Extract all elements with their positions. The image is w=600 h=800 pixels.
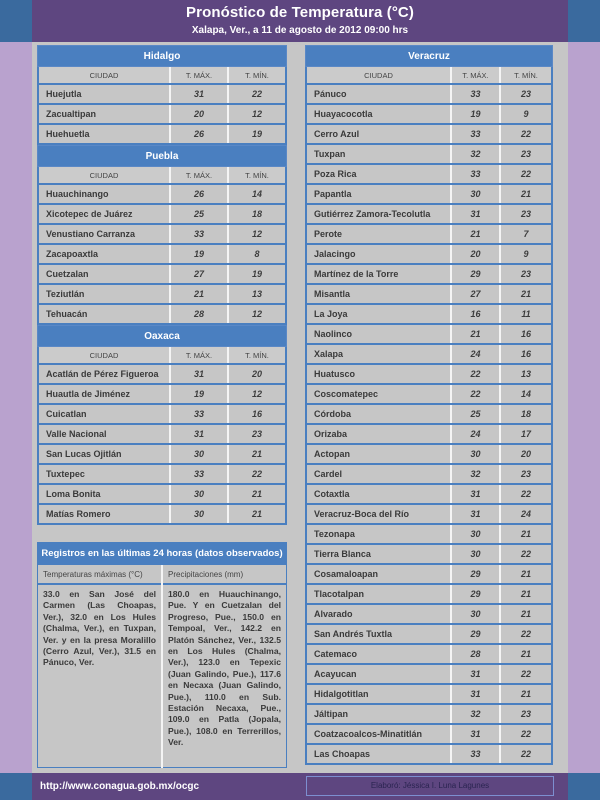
table-row (305, 465, 553, 485)
min-temp-value: 22 (251, 469, 262, 479)
max-temp-value: 31 (171, 365, 229, 383)
table-row (305, 725, 553, 745)
state-header-oaxaca: Oaxaca (37, 325, 287, 347)
right-border-top-accent (568, 0, 600, 42)
left-border-top-accent (0, 0, 32, 42)
min-temp-value: 7 (523, 229, 529, 239)
max-temp-value: 27 (171, 265, 229, 283)
max-temp-value: 30 (452, 545, 501, 563)
table-row (37, 465, 287, 485)
city-name: Cardel (307, 465, 452, 483)
city-name: Tehuacán (39, 305, 171, 323)
veracruz-table (305, 45, 553, 765)
max-temp-value: 31 (452, 685, 501, 703)
table-row (305, 285, 553, 305)
table-row (37, 285, 287, 305)
max-temp-value: 31 (452, 205, 501, 223)
city-name: Tuxpan (307, 145, 452, 163)
column-header-tmax: T. MÁX. (171, 67, 229, 83)
table-row (305, 205, 553, 225)
city-name: Poza Rica (307, 165, 452, 183)
city-name: Tuxtepec (39, 465, 171, 483)
table-row (37, 125, 287, 145)
city-name: Papantla (307, 185, 452, 203)
max-temp-value: 33 (171, 465, 229, 483)
max-temp-value: 30 (171, 485, 229, 503)
max-temp-value: 21 (452, 225, 501, 243)
max-temp-value: 32 (452, 705, 501, 723)
min-temp-value: 21 (520, 689, 531, 699)
table-row (305, 745, 553, 765)
max-temp-value: 16 (452, 305, 501, 323)
max-temp-value: 31 (452, 485, 501, 503)
max-temp-value: 29 (452, 585, 501, 603)
min-temp-value: 19 (251, 129, 262, 139)
max-temp-value: 33 (452, 745, 501, 763)
city-name: Tierra Blanca (307, 545, 452, 563)
column-header-row (37, 347, 287, 365)
column-header-city: CIUDAD (39, 67, 171, 83)
column-header-row (305, 67, 553, 85)
table-row (37, 385, 287, 405)
table-row (305, 245, 553, 265)
min-temp-value: 23 (520, 209, 531, 219)
table-row (37, 505, 287, 525)
table-row (305, 625, 553, 645)
min-temp-value: 21 (520, 649, 531, 659)
min-temp-value: 22 (520, 129, 531, 139)
min-temp-value: 8 (254, 249, 260, 259)
left-tables (37, 45, 287, 525)
table-row (305, 405, 553, 425)
min-temp-value: 23 (520, 469, 531, 479)
min-temp-value: 21 (520, 189, 531, 199)
table-row (305, 165, 553, 185)
max-temp-value: 33 (452, 125, 501, 143)
table-row (305, 585, 553, 605)
city-name: Actopan (307, 445, 452, 463)
table-row (305, 685, 553, 705)
city-name: Xicotepec de Juárez (39, 205, 171, 223)
min-temp-value: 13 (251, 289, 262, 299)
table-row (305, 605, 553, 625)
records-title: Registros en las últimas 24 horas (datos observados) (38, 543, 286, 565)
city-name: Alvarado (307, 605, 452, 623)
min-temp-value: 22 (520, 669, 531, 679)
city-name: Cerro Azul (307, 125, 452, 143)
city-name: Jalacingo (307, 245, 452, 263)
min-temp-value: 16 (251, 409, 262, 419)
table-row (305, 305, 553, 325)
max-temp-column (38, 565, 161, 768)
city-name: Córdoba (307, 405, 452, 423)
min-temp-value: 9 (523, 109, 529, 119)
column-header-city: CIUDAD (307, 67, 452, 83)
min-temp-value: 22 (520, 629, 531, 639)
max-temp-value: 30 (171, 445, 229, 463)
min-temp-value: 23 (520, 89, 531, 99)
city-name: Jáltipan (307, 705, 452, 723)
city-name: Zacapoaxtla (39, 245, 171, 263)
max-temp-value: 33 (452, 85, 501, 103)
table-row (37, 445, 287, 465)
city-name: Huayacocotla (307, 105, 452, 123)
table-row (37, 365, 287, 385)
city-name: Cotaxtla (307, 485, 452, 503)
city-name: Naolinco (307, 325, 452, 343)
table-row (305, 545, 553, 565)
city-name: San Lucas Ojitlán (39, 445, 171, 463)
min-temp-value: 22 (520, 549, 531, 559)
city-name: Cuetzalan (39, 265, 171, 283)
min-temp-value: 9 (523, 249, 529, 259)
min-temp-value: 21 (520, 529, 531, 539)
column-header-row (37, 67, 287, 85)
max-temp-value: 26 (171, 185, 229, 203)
precip-text: 180.0 en Huauchinango, Pue. Y en Cuetzalan del Progreso, Pue., 150.0 en Tempoal, Ver., 142.2 en Platón Sánchez, Ver., 132.5 en Los Hules (Chalma, Ver.), 123.0 en Tepexic (Juan Galindo, Pue.), 117.6 en Necaxa (Juan Galindo, Pue.), 110.0 en Sub. Estación Necaxa, Pue., 109.0 en Patla (Jopala, Pue.), 108.0 en Terrerillos, Ver. (168, 589, 281, 748)
max-temp-label: Temperaturas máximas (°C) (38, 565, 161, 585)
max-temp-value: 29 (452, 565, 501, 583)
table-row (305, 425, 553, 445)
table-row (305, 485, 553, 505)
max-temp-value: 25 (171, 205, 229, 223)
city-name: Hidalgotitlan (307, 685, 452, 703)
max-temp-value: 27 (452, 285, 501, 303)
table-row (37, 105, 287, 125)
city-name: Coatzacoalcos-Minatitlán (307, 725, 452, 743)
precip-label: Precipitaciones (mm) (163, 565, 286, 585)
city-name: Coscomatepec (307, 385, 452, 403)
max-temp-value: 20 (452, 245, 501, 263)
max-temp-value: 21 (171, 285, 229, 303)
column-header-city: CIUDAD (39, 167, 171, 183)
max-temp-value: 30 (171, 505, 229, 523)
min-temp-value: 13 (520, 369, 531, 379)
table-row (37, 425, 287, 445)
min-temp-value: 21 (520, 589, 531, 599)
max-temp-value: 31 (452, 665, 501, 683)
min-temp-value: 21 (520, 609, 531, 619)
content-area (32, 42, 568, 773)
min-temp-value: 12 (251, 389, 262, 399)
table-row (305, 565, 553, 585)
city-name: Huehuetla (39, 125, 171, 143)
city-name: Teziutlán (39, 285, 171, 303)
min-temp-value: 21 (520, 569, 531, 579)
table-row (305, 385, 553, 405)
table-row (37, 485, 287, 505)
city-name: Cuicatlan (39, 405, 171, 423)
min-temp-value: 16 (520, 329, 531, 339)
min-temp-value: 21 (251, 449, 262, 459)
max-temp-value: 31 (171, 425, 229, 443)
column-header-row (37, 167, 287, 185)
city-name: Las Choapas (307, 745, 452, 763)
city-name: Matías Romero (39, 505, 171, 523)
author-credit: Elaboró: Jéssica I. Luna Lagunes (306, 776, 554, 796)
min-temp-value: 14 (520, 389, 531, 399)
max-temp-value: 28 (452, 645, 501, 663)
city-name: Acatlán de Pérez Figueroa (39, 365, 171, 383)
max-temp-value: 19 (452, 105, 501, 123)
precip-column (161, 565, 286, 768)
max-temp-value: 33 (171, 225, 229, 243)
city-name: Acayucan (307, 665, 452, 683)
state-header-puebla: Puebla (37, 145, 287, 167)
min-temp-value: 12 (251, 309, 262, 319)
city-name: Catemaco (307, 645, 452, 663)
max-temp-value: 24 (452, 425, 501, 443)
max-temp-value: 33 (452, 165, 501, 183)
max-temp-value: 31 (452, 505, 501, 523)
table-row (305, 325, 553, 345)
city-name: Tezonapa (307, 525, 452, 543)
city-name: Misantla (307, 285, 452, 303)
max-temp-value: 20 (171, 105, 229, 123)
city-name: Huatusco (307, 365, 452, 383)
min-temp-value: 20 (520, 449, 531, 459)
max-temp-value: 33 (171, 405, 229, 423)
min-temp-value: 23 (520, 269, 531, 279)
max-temp-value: 30 (452, 185, 501, 203)
max-temp-text: 33.0 en San José del Carmen (Las Choapas, Ver.), 32.0 en Los Hules (Chalma, Ver.), en Tuxpan, Ver. y en la presa Moralillo (Cerro Azul, Ver.), 31.5 en Pánuco, Ver. (43, 589, 156, 668)
table-row (37, 225, 287, 245)
table-row (305, 445, 553, 465)
max-temp-value: 22 (452, 385, 501, 403)
city-name: Huauchinango (39, 185, 171, 203)
table-row (37, 185, 287, 205)
table-row (305, 525, 553, 545)
city-name: Perote (307, 225, 452, 243)
table-row (37, 305, 287, 325)
min-temp-value: 20 (251, 369, 262, 379)
city-name: Huejutla (39, 85, 171, 103)
max-temp-value: 24 (452, 345, 501, 363)
min-temp-value: 14 (251, 189, 262, 199)
city-name: San Andrés Tuxtla (307, 625, 452, 643)
max-temp-value: 32 (452, 465, 501, 483)
max-temp-value: 29 (452, 625, 501, 643)
max-temp-value: 26 (171, 125, 229, 143)
table-row (305, 365, 553, 385)
table-row (37, 405, 287, 425)
table-row (305, 645, 553, 665)
min-temp-value: 21 (251, 489, 262, 499)
column-header-tmin: T. MÍN. (245, 170, 269, 180)
min-temp-value: 23 (520, 149, 531, 159)
min-temp-value: 24 (520, 509, 531, 519)
min-temp-value: 22 (520, 729, 531, 739)
table-row (305, 665, 553, 685)
table-row (37, 265, 287, 285)
page-header (32, 0, 568, 42)
max-temp-value: 19 (171, 245, 229, 263)
city-name: Pánuco (307, 85, 452, 103)
city-name: Veracruz-Boca del Río (307, 505, 452, 523)
state-header-hidalgo: Hidalgo (37, 45, 287, 67)
table-row (305, 185, 553, 205)
min-temp-value: 22 (251, 89, 262, 99)
table-row (305, 145, 553, 165)
city-name: Loma Bonita (39, 485, 171, 503)
column-header-tmax: T. MÁX. (171, 167, 229, 183)
column-header-city: CIUDAD (39, 347, 171, 363)
min-temp-value: 18 (520, 409, 531, 419)
table-row (305, 105, 553, 125)
min-temp-value: 16 (520, 349, 531, 359)
table-row (305, 265, 553, 285)
city-name: Martínez de la Torre (307, 265, 452, 283)
max-temp-value: 30 (452, 445, 501, 463)
city-name: Valle Nacional (39, 425, 171, 443)
observed-records-panel (37, 542, 287, 768)
max-temp-value: 25 (452, 405, 501, 423)
min-temp-value: 18 (251, 209, 262, 219)
table-row (305, 505, 553, 525)
max-temp-value: 31 (171, 85, 229, 103)
state-header-veracruz: Veracruz (305, 45, 553, 67)
max-temp-value: 32 (452, 145, 501, 163)
min-temp-value: 12 (251, 229, 262, 239)
table-row (37, 245, 287, 265)
left-border (0, 0, 32, 800)
left-border-bottom-accent (0, 773, 32, 800)
max-temp-value: 21 (452, 325, 501, 343)
column-header-tmin: T. MÍN. (245, 70, 269, 80)
min-temp-value: 17 (520, 429, 531, 439)
min-temp-value: 22 (520, 489, 531, 499)
website-link[interactable]: http://www.conagua.gob.mx/ocgc (40, 781, 200, 792)
table-row (305, 85, 553, 105)
max-temp-value: 31 (452, 725, 501, 743)
min-temp-value: 22 (520, 749, 531, 759)
max-temp-value: 19 (171, 385, 229, 403)
city-name: Venustiano Carranza (39, 225, 171, 243)
min-temp-value: 23 (520, 709, 531, 719)
column-header-tmin: T. MÍN. (514, 70, 538, 80)
min-temp-value: 19 (251, 269, 262, 279)
min-temp-value: 12 (251, 109, 262, 119)
right-border (568, 0, 600, 800)
max-temp-value: 30 (452, 525, 501, 543)
max-temp-value: 30 (452, 605, 501, 623)
column-header-tmin: T. MÍN. (245, 350, 269, 360)
page-subtitle: Xalapa, Ver., a 11 de agosto de 2012 09:00 hrs (191, 25, 409, 36)
right-border-bottom-accent (568, 773, 600, 800)
page-footer (32, 773, 568, 800)
table-row (37, 85, 287, 105)
min-temp-value: 21 (520, 289, 531, 299)
city-name: Tlacotalpan (307, 585, 452, 603)
min-temp-value: 22 (520, 169, 531, 179)
city-name: Orizaba (307, 425, 452, 443)
table-row (305, 345, 553, 365)
city-name: Xalapa (307, 345, 452, 363)
min-temp-value: 23 (251, 429, 262, 439)
column-header-tmax: T. MÁX. (452, 67, 501, 83)
page-title: Pronóstico de Temperatura (°C) (186, 4, 414, 21)
city-name: Cosamaloapan (307, 565, 452, 583)
table-row (37, 205, 287, 225)
max-temp-value: 29 (452, 265, 501, 283)
max-temp-value: 22 (452, 365, 501, 383)
table-row (305, 125, 553, 145)
max-temp-value: 28 (171, 305, 229, 323)
column-header-tmax: T. MÁX. (171, 347, 229, 363)
city-name: La Joya (307, 305, 452, 323)
table-row (305, 705, 553, 725)
min-temp-value: 21 (251, 509, 262, 519)
city-name: Gutiérrez Zamora-Tecolutla (307, 205, 452, 223)
city-name: Huautla de Jiménez (39, 385, 171, 403)
min-temp-value: 11 (521, 309, 531, 319)
city-name: Zacualtipan (39, 105, 171, 123)
table-row (305, 225, 553, 245)
